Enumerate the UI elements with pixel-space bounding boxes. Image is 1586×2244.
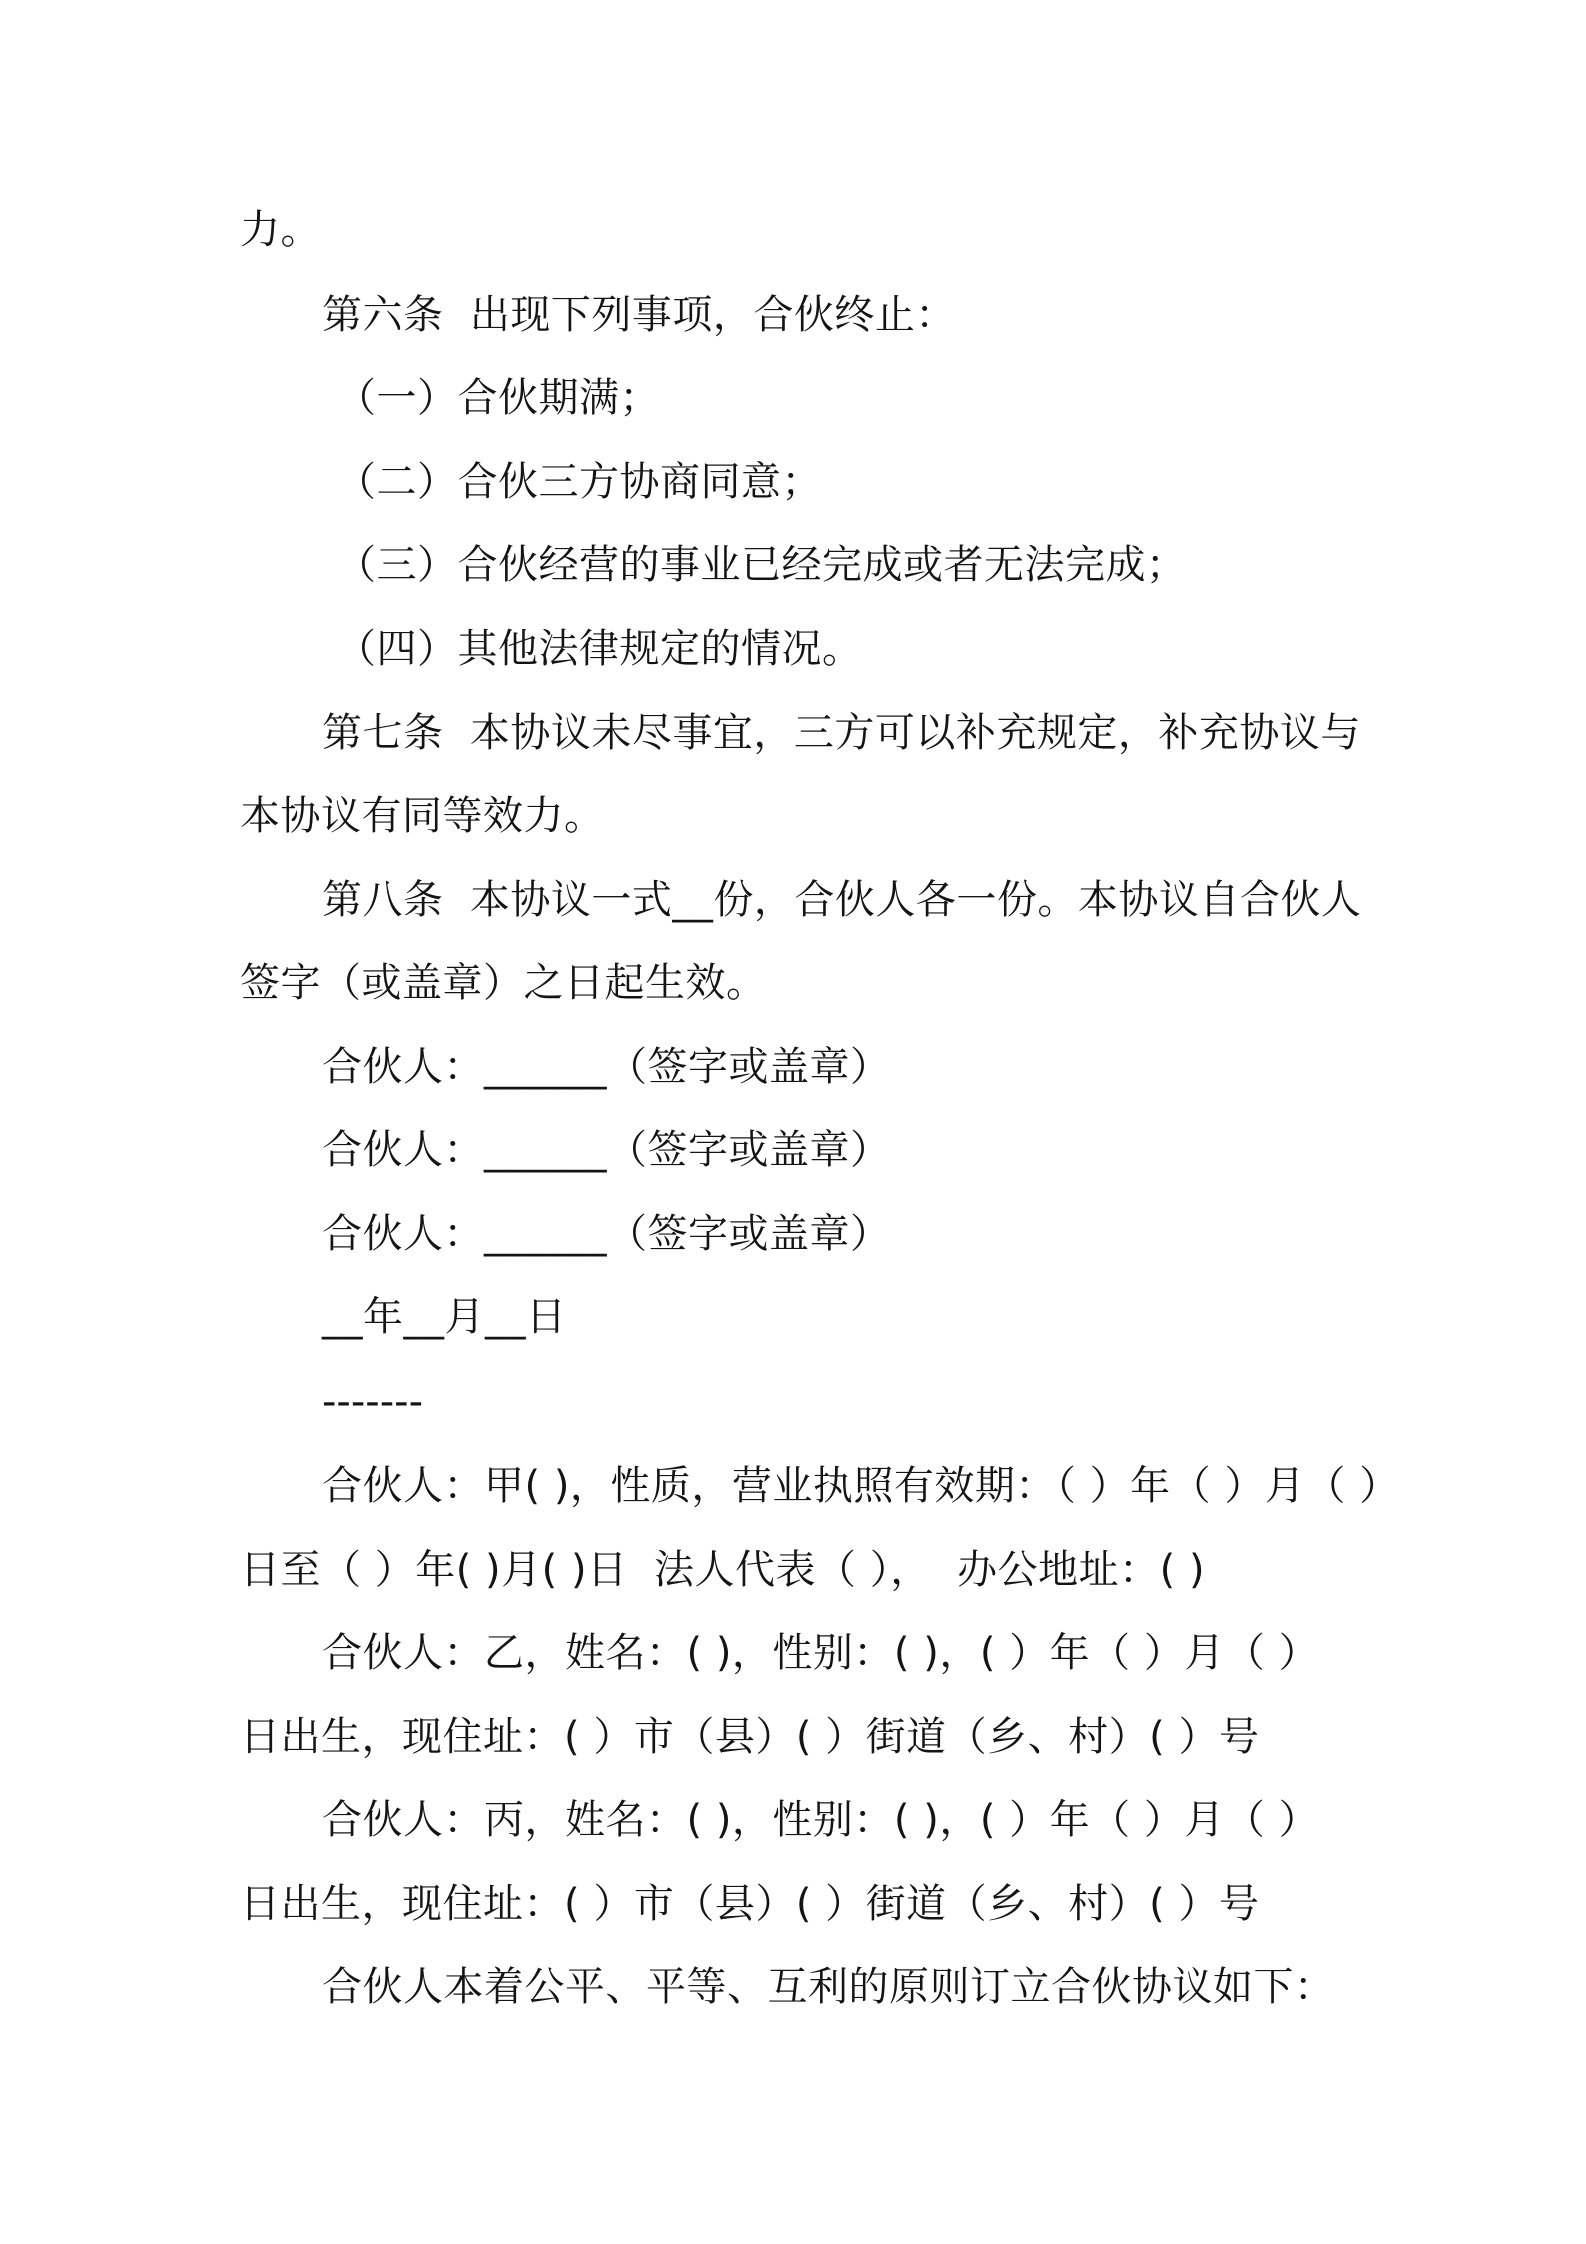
date-line: __年__月__日 bbox=[322, 1294, 567, 1340]
partner-line: 合伙人：丙，姓名：( )，性别：( )，( ）年（ ）月（ ） bbox=[322, 1797, 1320, 1843]
article-heading: 第八条 本协议一式__份，合伙人各一份。本协议自合伙人 bbox=[322, 877, 1362, 923]
article-heading: 第六条 出现下列事项，合伙终止： bbox=[322, 292, 956, 338]
list-item: （二）合伙三方协商同意； bbox=[336, 459, 822, 505]
list-item: （四）其他法律规定的情况。 bbox=[336, 626, 863, 672]
closing-line: 合伙人本着公平、平等、互利的原则订立合伙协议如下： bbox=[322, 1964, 1335, 2010]
text-line: 力。 bbox=[240, 207, 321, 253]
text-line: 日至（ ）年( )月( )日 法人代表（ ）， 办公地址：( ) bbox=[240, 1547, 1206, 1593]
separator-line: ------- bbox=[322, 1379, 424, 1425]
list-item: （一）合伙期满； bbox=[336, 375, 660, 421]
signature-line: 合伙人：______（签字或盖章） bbox=[322, 1127, 891, 1173]
text-line: 日出生，现住址：( ）市（县）( ）街道（乡、村）( ）号 bbox=[240, 1881, 1260, 1927]
signature-line: 合伙人：______（签字或盖章） bbox=[322, 1211, 891, 1257]
text-line: 日出生，现住址：( ）市（县）( ）街道（乡、村）( ）号 bbox=[240, 1714, 1260, 1760]
article-heading: 第七条 本协议未尽事宜，三方可以补充规定，补充协议与 bbox=[322, 710, 1361, 756]
signature-line: 合伙人：______（签字或盖章） bbox=[322, 1044, 891, 1090]
partner-line: 合伙人：乙，姓名：( )，性别：( )，( ）年（ ）月（ ） bbox=[322, 1630, 1320, 1676]
partner-line: 合伙人：甲( )，性质，营业执照有效期：（ ）年（ ）月（ ） bbox=[322, 1463, 1400, 1509]
text-line: 签字（或盖章）之日起生效。 bbox=[240, 960, 767, 1006]
text-line: 本协议有同等效力。 bbox=[240, 793, 605, 839]
list-item: （三）合伙经营的事业已经完成或者无法完成； bbox=[336, 542, 1187, 588]
